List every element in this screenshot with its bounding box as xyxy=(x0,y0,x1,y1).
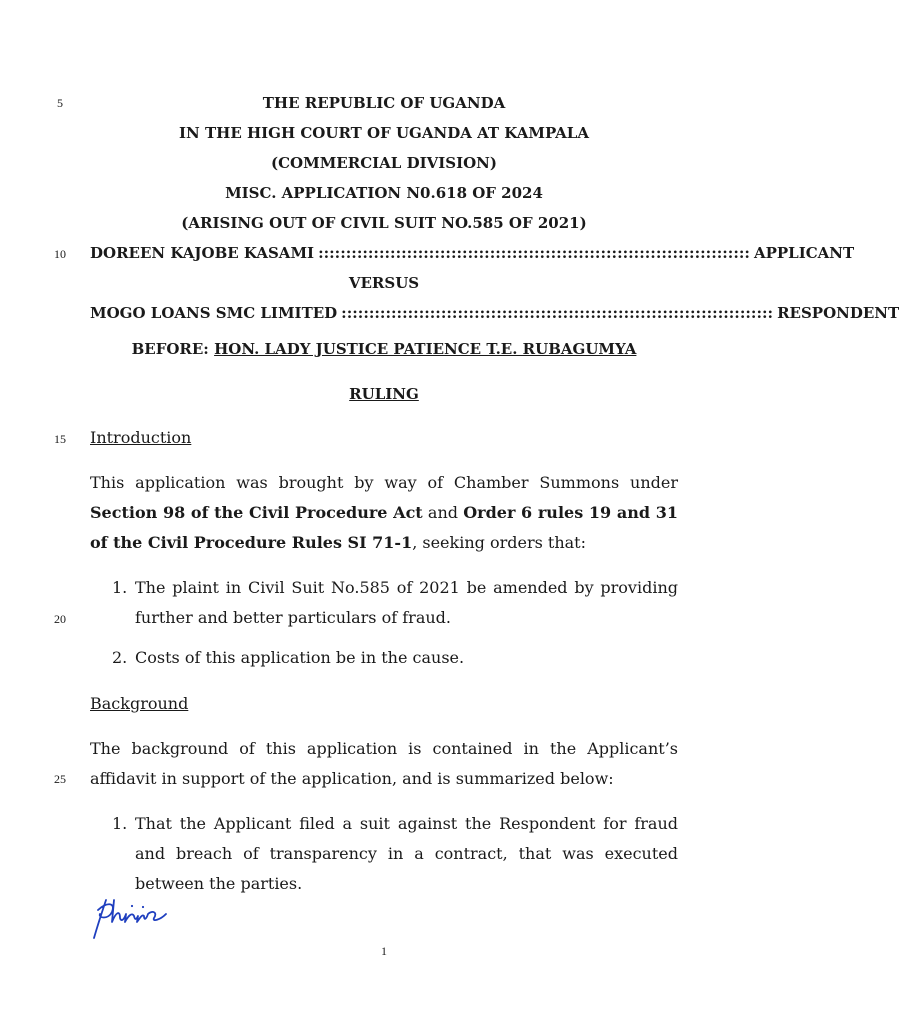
order-1-number: 1. xyxy=(112,578,128,597)
respondent-role: RESPONDENT xyxy=(777,304,899,322)
order-item-2 xyxy=(112,643,678,673)
header-republic: THE REPUBLIC OF UGANDA xyxy=(262,94,506,112)
intro-bold-order: Order 6 rules 19 and 31 of the Civil Procedure Rules SI 71-1 xyxy=(90,503,678,552)
header-arising: (ARISING OUT OF CIVIL SUIT NO.585 OF 2021) xyxy=(181,214,587,232)
background-1-number: 1. xyxy=(112,814,128,833)
background-paragraph: The background of this application is contained in the Applicant’s affidavit in support of the application, and is summarized below: xyxy=(90,739,678,788)
page-number: 1 xyxy=(381,944,387,958)
signature-dot xyxy=(131,905,133,907)
versus-label: VERSUS xyxy=(348,274,420,292)
line-number-5: 5 xyxy=(57,96,63,110)
respondent-separator: :::::::::::::::::::::::::::::::::::::::::::::::::::::::::::::::::::::::::::::: xyxy=(341,304,774,322)
before-label: BEFORE: xyxy=(131,340,209,358)
signature-image xyxy=(88,892,172,942)
line-number-25: 25 xyxy=(54,772,66,786)
header-division: (COMMERCIAL DIVISION) xyxy=(271,154,497,172)
applicant-line xyxy=(90,243,855,263)
intro-text-1: This application was brought by way of Chamber Summons under xyxy=(90,473,678,492)
order-2-text: Costs of this application be in the cause. xyxy=(135,648,465,667)
line-number-20: 20 xyxy=(54,612,66,626)
signature-stroke xyxy=(94,900,166,938)
order-2-number: 2. xyxy=(112,648,128,667)
header-application: MISC. APPLICATION N0.618 OF 2024 xyxy=(225,184,543,202)
before-line xyxy=(90,339,678,359)
background-1-text: That the Applicant filed a suit against the Respondent for fraud and breach of transparency in a contract, that was executed between the parties. xyxy=(135,814,678,893)
ruling-title xyxy=(90,384,678,404)
introduction-paragraph xyxy=(90,468,678,558)
respondent-line xyxy=(90,303,899,323)
background-heading: Background xyxy=(90,694,189,713)
order-item-1 xyxy=(112,573,678,633)
background-item-1 xyxy=(112,809,678,899)
signature-dot xyxy=(142,906,144,908)
intro-text-3: , seeking orders that: xyxy=(412,533,586,552)
line-number-15: 15 xyxy=(54,432,66,446)
judge-name: HON. LADY JUSTICE PATIENCE T.E. RUBAGUMYA xyxy=(214,340,637,358)
respondent-name: MOGO LOANS SMC LIMITED xyxy=(90,304,338,322)
intro-bold-section: Section 98 of the Civil Procedure Act xyxy=(90,503,423,522)
line-number-10: 10 xyxy=(54,247,66,261)
order-1-text: The plaint in Civil Suit No.585 of 2021 be amended by providing further and better particulars of fraud. xyxy=(135,578,678,627)
intro-text-2: and xyxy=(422,503,464,522)
applicant-role: APPLICANT xyxy=(753,244,855,262)
ruling-title-text: RULING xyxy=(349,385,419,403)
applicant-separator: :::::::::::::::::::::::::::::::::::::::::::::::::::::::::::::::::::::::::::::: xyxy=(318,244,750,262)
introduction-heading: Introduction xyxy=(90,428,192,447)
header-court: IN THE HIGH COURT OF UGANDA AT KAMPALA xyxy=(179,124,589,142)
applicant-name: DOREEN KAJOBE KASAMI xyxy=(90,244,315,262)
